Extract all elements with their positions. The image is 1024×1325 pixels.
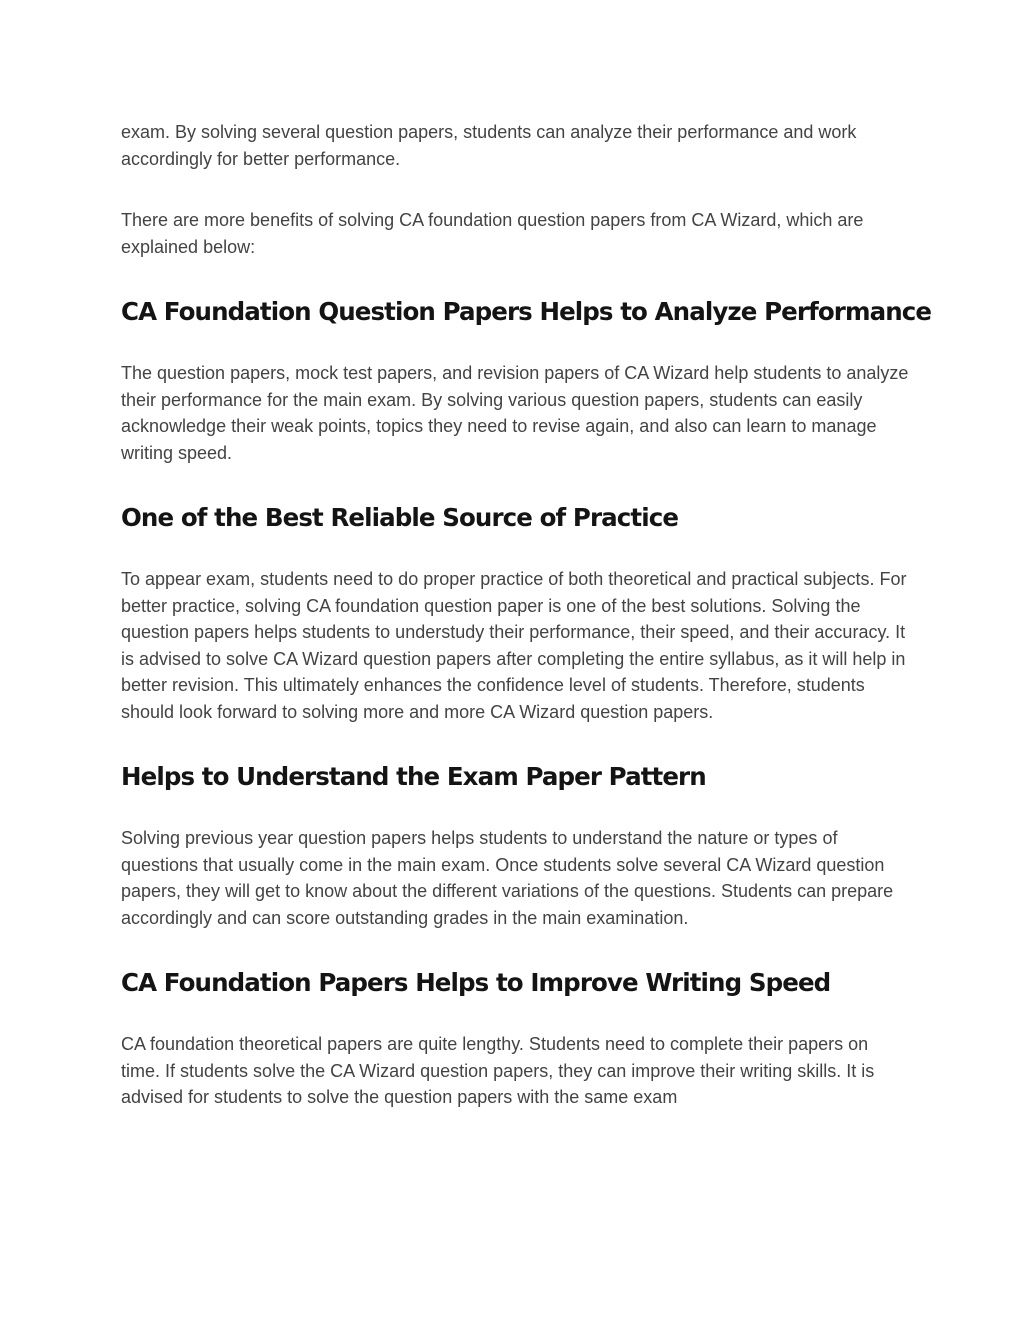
document-content (121, 119, 932, 1111)
section-heading-writing-speed: CA Foundation Papers Helps to Improve Writing Speed (121, 968, 831, 997)
section-heading-reliable-source: One of the Best Reliable Source of Practice (121, 503, 679, 532)
section-body-exam-pattern: Solving previous year question papers helps students to understand the nature or types of questions that usually come in the main exam. Once students solve several CA Wizard question papers, they will get to know about the different variations of the questions. Students can prepare accordingly and can score outstanding grades in the main examination. (121, 828, 894, 928)
intro-paragraph-2: There are more benefits of solving CA foundation question papers from CA Wizard, which are explained below: (121, 210, 864, 257)
section-heading-exam-pattern: Helps to Understand the Exam Paper Pattern (121, 762, 706, 791)
section-body-analyze-performance: The question papers, mock test papers, and revision papers of CA Wizard help students to analyze their performance for the main exam. By solving various question papers, students can easily acknowledge their weak points, topics they need to revise again, and also can learn to manage writing speed. (121, 363, 909, 463)
section-body-writing-speed: CA foundation theoretical papers are quite lengthy. Students need to complete their papers on time. If students solve the CA Wizard question papers, they can improve their writing skills. It is advised for students to solve the question papers with the same exam (121, 1034, 875, 1107)
section-heading-analyze-performance: CA Foundation Question Papers Helps to Analyze Performance (121, 297, 932, 326)
section-body-reliable-source: To appear exam, students need to do proper practice of both theoretical and practical subjects. For better practice, solving CA foundation question paper is one of the best solutions. Solving the question papers helps students to understudy their performance, their speed, and their accuracy. It is advised to solve CA Wizard question papers after completing the entire syllabus, as it will help in better revision. This ultimately enhances the confidence level of students. Therefore, students should look forward to solving more and more CA Wizard question papers. (121, 569, 907, 722)
intro-paragraph-1: exam. By solving several question papers, students can analyze their performance and work accordingly for better performance. (121, 122, 857, 169)
